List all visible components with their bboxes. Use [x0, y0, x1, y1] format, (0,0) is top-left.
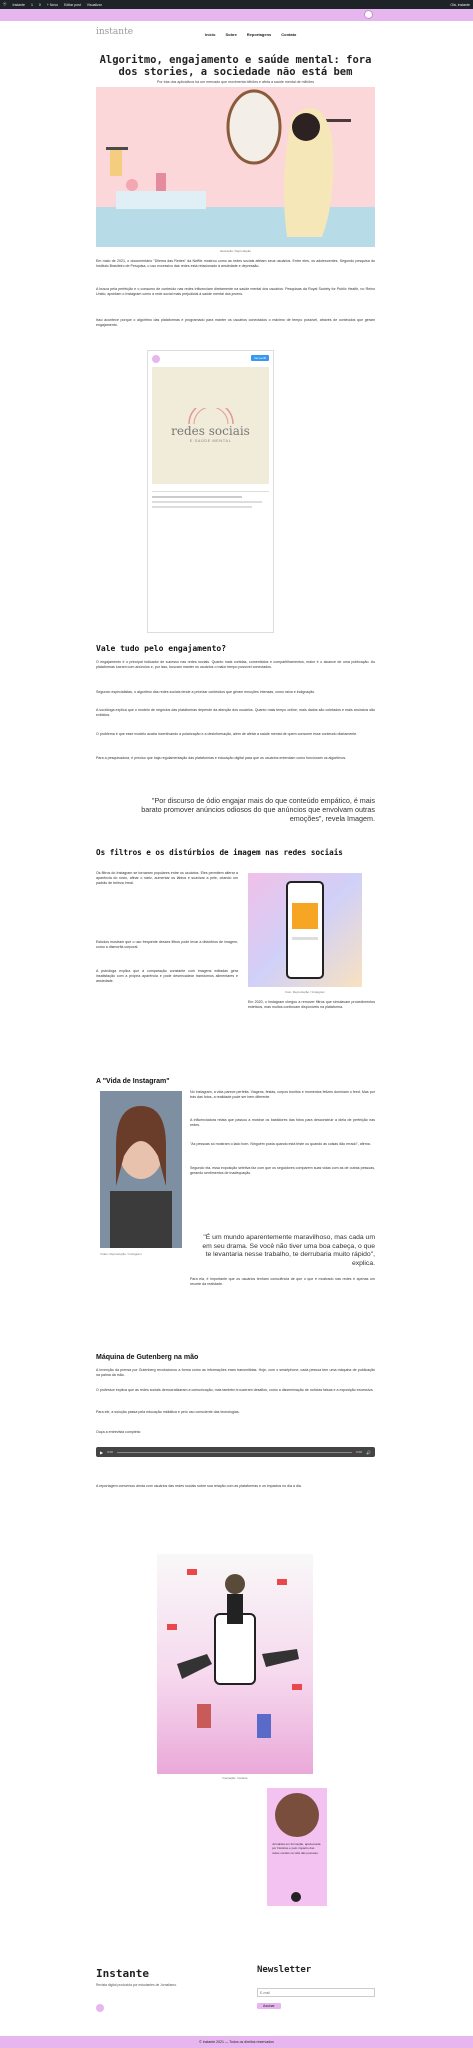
phone-mockup: [286, 881, 324, 979]
hero-illustration: [96, 87, 375, 247]
instagram-embed[interactable]: [147, 350, 274, 633]
top-accent-bar: [0, 9, 473, 21]
intro-paragraph-1: Em maio de 2021, o documentário "Dilema das Redes" da Netflix mostrou como as redes sociais afetam seus usuários. Entre eles, os adolescentes. Segundo pesquisa do Instituto Brasileiro de Pesquisa, o uso excessivo das redes está relacionado à ansiedade e depressão.: [96, 259, 375, 269]
vida-paragraph-1: No Instagram, a vida parece perfeita. Viagens, festas, corpos bonitos e momentos felizes dominam o feed. Mas por trás das fotos, a realidade pode ser bem diferente.: [190, 1090, 375, 1100]
footer-copyright: © Instante 2021 — Todos os direitos reservados: [199, 2040, 274, 2044]
admin-updates[interactable]: 1: [30, 2, 33, 7]
heading-engajamento: Vale tudo pelo engajamento?: [96, 644, 227, 653]
wordpress-icon[interactable]: ⓦ: [3, 2, 7, 6]
search-icon[interactable]: [364, 10, 373, 19]
audio-current-time: 0:00: [107, 1450, 113, 1454]
newsletter-submit-button[interactable]: Assinar: [257, 2003, 281, 2009]
audio-progress[interactable]: [117, 1452, 352, 1453]
filtros-paragraph-3: A psicóloga explica que a comparação constante com imagens editadas gera insatisfação com a própria aparência e pode desencadear transtornos alimentares e ansiedade.: [96, 969, 238, 984]
play-icon[interactable]: ▶: [100, 1449, 104, 1455]
admin-user[interactable]: Olá, instante: [450, 2, 470, 7]
hero-caption: Ilustração: Reprodução: [219, 249, 252, 253]
heading-gutenberg: Máquina de Gutenberg na mão: [96, 1354, 199, 1361]
site-logo[interactable]: instante: [96, 27, 134, 37]
admin-comments[interactable]: 0: [38, 2, 41, 7]
newsletter-title: Newsletter: [257, 1965, 312, 1975]
vida-paragraph-4: Segundo ela, essa exposição seletiva faz com que os seguidores comparem suas vidas com as de outras pessoas, gerando sentimentos de inadequação.: [190, 1166, 375, 1176]
article-title: Algoritmo, engajamento e saúde mental: fora dos stories, a sociedade não está bem: [99, 54, 372, 78]
vida-video[interactable]: [100, 1091, 182, 1248]
audio-duration: 0:00: [356, 1450, 363, 1454]
heading-filtros: Os filtros e os distúrbios de imagem nas redes sociais: [96, 848, 343, 857]
embed-title: redes sociais: [171, 424, 250, 438]
gut-paragraph-1: A invenção da prensa por Gutenberg revolucionou a forma como as informações eram transmitidas. Hoje, com o smartphone, cada pessoa tem uma máquina de publicação na palma da mão.: [96, 1368, 375, 1378]
nav-item-contact[interactable]: Contato: [281, 32, 297, 37]
nav-item-home[interactable]: Início: [205, 32, 216, 37]
gut-paragraph-3: Para ele, a solução passa pela educação midiática e pelo uso consciente das tecnologias.: [96, 1410, 240, 1414]
embed-subtitle: E SAÚDE MENTAL: [189, 438, 232, 443]
heading-vida: A "Vida de Instagram": [96, 1078, 170, 1085]
embed-image: [152, 367, 269, 484]
author-bio: Jornalista em formação, apaixonada por histórias e pelo impacto das redes sociais na vida das pessoas.: [272, 1842, 321, 1855]
admin-site-link[interactable]: Instante: [12, 2, 25, 7]
newsletter-email-input[interactable]: [257, 1988, 375, 1997]
volume-icon[interactable]: 🔊: [366, 1449, 371, 1455]
vida-paragraph-2: A influenciadora relata que passou a mostrar os bastidores das fotos para desconstruir a ideia de perfeição nas redes.: [190, 1118, 375, 1128]
admin-new[interactable]: + Novo: [46, 2, 59, 7]
gut-paragraph-4: Ouça a entrevista completa:: [96, 1430, 141, 1434]
phone-caption: Foto: Reprodução / Instagram: [285, 990, 325, 994]
filtros-paragraph-2: Estudos mostram que o uso frequente desses filtros pode levar a distúrbios de imagem, como a dismorfia corporal.: [96, 940, 238, 950]
intro-paragraph-2: A busca pela perfeição e o consumo de conteúdo nas redes influenciam diretamente na saúde mental dos usuários. Pesquisas da Royal Society for Public Health, no Reino Unido, apontam o Instagram como a rede social mais prejudicial à saúde mental dos jovens.: [96, 287, 375, 297]
filtros-paragraph-1: Os filtros do Instagram se tornaram populares entre os usuários. Eles permitem alterar a aparência do rosto, afinar o nariz, aumentar os lábios e suavizar a pele, criando um padrão de beleza irreal.: [96, 871, 238, 886]
footer-description: Revista digital produzida por estudantes de Jornalismo.: [96, 1983, 178, 1987]
gut-paragraph-5: A reportagem conversou ainda com usuários das redes sociais sobre sua relação com as plataformas e os impactos no dia a dia.: [96, 1484, 302, 1488]
eng-paragraph-1: O engajamento é o principal indicador de sucesso nas redes sociais. Quanto mais curtidas, comentários e compartilhamentos, maior é o alcance de uma publicação. As plataformas lucram com anúncios e, por isso, buscam manter os usuários o maior tempo possível conectados.: [96, 660, 375, 670]
vida-paragraph-3: "As pessoas só mostram o lado bom. Ninguém posta quando está triste ou quando as coisas dão errado", afirma.: [190, 1142, 371, 1146]
pull-quote-2: "É um mundo aparentemente maravilhoso, mas cada um em seu drama. Se você não tiver uma boa cabeça, o que te levantaria nesse trabalho, te derrubaria muito rápido", explica.: [202, 1234, 375, 1267]
instagram-icon[interactable]: [291, 1892, 301, 1902]
author-avatar: [275, 1793, 319, 1837]
intro-paragraph-3: Isso acontece porque o algoritmo das plataformas é programado para manter os usuários conectados o máximo de tempo possível, através de conteúdos que geram engajamento.: [96, 318, 375, 328]
vida-paragraph-5: Para ela, é importante que os usuários tenham consciência de que o que é mostrado nas redes é apenas um recorte da realidade.: [190, 1277, 375, 1287]
collage-caption: Ilustração: Instante: [222, 1776, 248, 1780]
filtros-paragraph-4: Em 2020, o Instagram chegou a remover filtros que simulavam procedimentos estéticos, mas muitos continuam disponíveis na plataforma.: [248, 1000, 375, 1010]
avatar: [152, 355, 160, 363]
admin-bar: [0, 0, 473, 9]
eng-paragraph-5: Para a pesquisadora, é preciso que haja regulamentação das plataformas e educação digital para que os usuários entendam como funcionam os algoritmos.: [96, 756, 347, 760]
video-caption: Vídeo: Reprodução / Instagram: [100, 1252, 142, 1256]
arc-icon: [186, 408, 236, 424]
nav-item-reports[interactable]: Reportagens: [246, 32, 272, 37]
admin-edit-post[interactable]: Editar post: [64, 2, 81, 7]
collage-illustration: [157, 1554, 313, 1774]
main-nav: [205, 32, 296, 37]
site-footer: [0, 2036, 473, 2048]
gut-paragraph-2: O professor explica que as redes sociais democratizaram a comunicação, mas também trouxeram desafios, como a disseminação de notícias falsas e a exposição excessiva.: [96, 1388, 374, 1392]
eng-paragraph-3: A socióloga explica que o modelo de negócios das plataformas depende da atenção dos usuários. Quanto mais tempo online, mais dados são coletados e mais anúncios são exibidos.: [96, 708, 375, 718]
eng-paragraph-2: Segundo especialistas, o algoritmo das redes sociais tende a priorizar conteúdos que geram emoções intensas, como raiva e indignação.: [96, 690, 316, 694]
admin-view[interactable]: Visualizar: [86, 2, 102, 7]
author-box: [267, 1788, 327, 1906]
footer-brand[interactable]: Instante: [96, 1967, 149, 1980]
pull-quote-1: "Por discurso de ódio engajar mais do que conteúdo empático, é mais barato promover anúncios odiosos do que anúncios que envolvam outras emoções", revela Imagem.: [141, 796, 375, 823]
filter-phone-image: [248, 873, 362, 987]
footer-social-icon[interactable]: [96, 2004, 104, 2012]
nav-item-about[interactable]: Sobre: [225, 32, 237, 37]
audio-player[interactable]: [96, 1447, 375, 1457]
view-profile-button[interactable]: Ver perfil: [251, 355, 269, 361]
eng-paragraph-4: O problema é que esse modelo acaba incentivando a polarização e a desinformação, além de afetar a saúde mental de quem consome esse conteúdo diariamente.: [96, 732, 358, 736]
article-subtitle: Por trás dos aplicativos há um mercado que movimenta bilhões e afeta a saúde mental de milhões: [156, 80, 314, 84]
